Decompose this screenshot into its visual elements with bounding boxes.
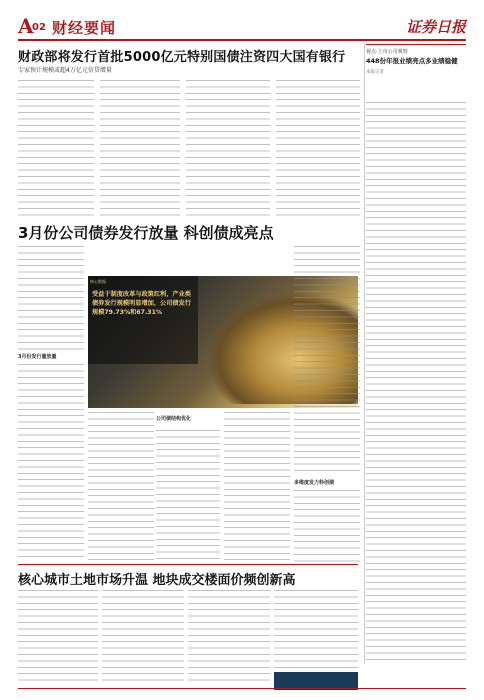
sidebar-column <box>366 102 466 664</box>
mid-column-5-top <box>294 246 360 476</box>
mid-sub1-block <box>18 350 84 362</box>
lead-column-3 <box>186 80 270 218</box>
bottom-column-1 <box>18 590 98 684</box>
column-divider <box>364 44 365 664</box>
sidebar-title: 448份年报业绩亮点多业绩稳健 <box>366 57 458 65</box>
sidebar-author: 本报记者 <box>366 70 384 75</box>
bottom-column-3 <box>188 590 270 684</box>
mid-column-3 <box>156 430 220 562</box>
bottom-column-2 <box>102 590 184 684</box>
lead-subhead: 专家预计规模或超4万亿元信贷增量 <box>18 67 112 74</box>
page-letter: A <box>18 14 34 38</box>
lead-column-2 <box>100 80 180 218</box>
mid-column-1-top <box>18 246 84 350</box>
bottom-column-4 <box>274 590 358 670</box>
header-rule <box>18 39 466 41</box>
lead-headline: 财政部将发行首批5000亿元特别国债注资四大国有银行 <box>18 50 346 65</box>
mid-sub1: 3月份发行量放量 <box>18 354 57 360</box>
callout-kicker: 核心数据 <box>90 279 106 284</box>
section-divider <box>18 564 358 565</box>
sidebar-kicker: 视点·上市公司观察 <box>366 49 408 55</box>
mid-column-1-bottom <box>18 364 84 560</box>
footer-rule <box>18 688 466 689</box>
mid-headline: 3月份公司债券发行放量 科创债成亮点 <box>18 224 274 242</box>
callout-text: 受益于制度改革与政策红利，产业类债券发行规模明显增加，公司债发行规模79.73%和67.31% <box>92 291 191 316</box>
mid-column-2 <box>88 412 154 562</box>
lead-column-4 <box>276 80 360 218</box>
page-header <box>0 0 484 40</box>
section-title: 财经要闻 <box>52 19 117 37</box>
sidebar-box <box>366 44 466 98</box>
page-number: 02 <box>32 22 46 33</box>
mid-column-5-bottom <box>294 490 360 562</box>
masthead-logo: 证券日报 <box>406 18 467 36</box>
mid-sub3-block <box>294 476 360 488</box>
mid-sub2: 公司债结构优化 <box>156 416 192 422</box>
lead-column-1 <box>18 80 94 218</box>
bottom-headline: 核心城市土地市场升温 地块成交楼面价频创新高 <box>18 573 296 588</box>
mid-sub3: 多维度发力科创债 <box>294 480 335 486</box>
mid-sub2-block <box>156 412 220 430</box>
mid-column-4 <box>224 412 290 562</box>
